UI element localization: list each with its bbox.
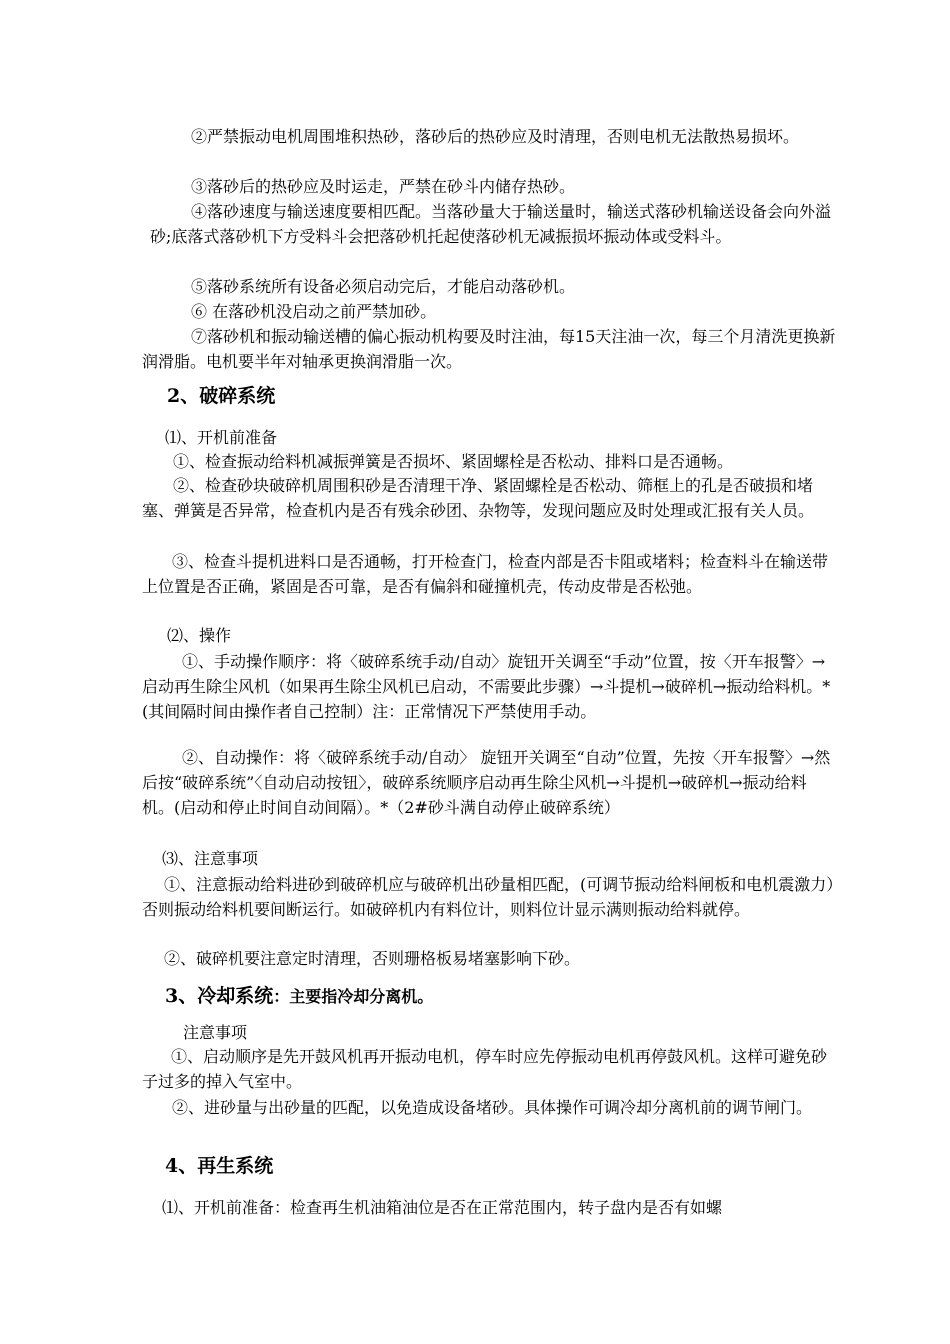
note-item-3: ③落砂后的热砂应及时运走，严禁在砂斗内储存热砂。 <box>191 177 576 196</box>
crushing-prep-3: ③、检查斗提机进料口是否通畅，打开检查门，检查内部是否卡阻或堵料；检查料斗在输送带上位置是否正确，紧固是否可靠，是否有偏斜和碰撞机壳，传动皮带是否松弛。 <box>142 552 829 596</box>
section-subtitle: ：主要指冷却分离机。 <box>273 987 434 1006</box>
note-item-5: ⑤落砂系统所有设备必须启动完后，才能启动落砂机。 <box>191 277 576 296</box>
crushing-prep-title: ⑴、开机前准备 <box>165 428 278 447</box>
crushing-prep-1: ①、检查振动给料机减振弹簧是否损坏、紧固螺栓是否松动、排料口是否通畅。 <box>173 452 734 471</box>
cooling-note-2: ②、进砂量与出砂量的匹配，以免造成设备堵砂。具体操作可调冷却分离机前的调节闸门。 <box>172 1098 813 1117</box>
note-item-6: ⑥ 在落砂机没启动之前严禁加砂。 <box>191 302 437 321</box>
section-title: 、再生系统 <box>178 1155 274 1177</box>
crushing-op-1: ①、手动操作顺序：将〈破碎系统手动/自动〉旋钮开关调至“手动”位置，按〈开车报警〉→启动再生除尘风机（如果再生除尘风机已启动，不需要此步骤）→斗提机→破碎机→振动给料机。*(其间隔时间由操作者自己控制）注：正常情况下严禁使用手动。 <box>142 652 831 721</box>
crushing-note-1: ①、注意振动给料进砂到破碎机应与破碎机出砂量相匹配，(可调节振动给料闸板和电机震激力）否则振动给料机要间断运行。如破碎机内有料位计，则料位计显示满则振动给料就停。 <box>142 875 835 919</box>
section-heading-crushing <box>167 383 275 409</box>
crushing-op-title: ⑵、操作 <box>167 626 232 645</box>
cooling-note-1: ①、启动顺序是先开鼓风机再开振动电机，停车时应先停振动电机再停鼓风机。这样可避免砂子过多的掉入气室中。 <box>142 1047 828 1091</box>
note-item-4: ④落砂速度与输送速度要相匹配。当落砂量大于输送量时，输送式落砂机输送设备会向外溢砂;底落式落砂机下方受料斗会把落砂机托起使落砂机无减振损坏振动体或受料斗。 <box>150 202 832 246</box>
regeneration-prep: ⑴、开机前准备：检查再生机油箱油位是否在正常范围内，转子盘内是否有如螺 <box>162 1198 723 1217</box>
section-number: 2 <box>167 385 181 407</box>
note-item-2: ②严禁振动电机周围堆积热砂，落砂后的热砂应及时清理，否则电机无法散热易损坏。 <box>191 127 800 146</box>
cooling-note-title: 注意事项 <box>183 1023 248 1042</box>
note-item-7: ⑦落砂机和振动输送槽的偏心振动机构要及时注油，每15天注油一次，每三个月清洗更换新润滑脂。电机要半年对轴承更换润滑脂一次。 <box>142 327 836 371</box>
crushing-note-title: ⑶、注意事项 <box>162 849 259 868</box>
crushing-op-2: ②、自动操作：将〈破碎系统手动/自动〉 旋钮开关调至“自动”位置，先按〈开车报警〉→然后按“破碎系统”〈自动启动按钮〉，破碎系统顺序启动再生除尘风机→斗提机→破碎机→振动给料机。(启动和停止时间自动间隔）。*（2#砂斗满自动停止破碎系统） <box>142 748 831 817</box>
section-heading-regeneration <box>165 1153 273 1179</box>
section-heading-cooling <box>165 983 433 1010</box>
section-number: 4 <box>165 1155 179 1177</box>
section-number: 3 <box>165 985 179 1007</box>
crushing-prep-2: ②、检查砂块破碎机周围积砂是否清理干净、紧固螺栓是否松动、筛框上的孔是否破损和堵塞、弹簧是否异常，检查机内是否有残余砂团、杂物等，发现问题应及时处理或汇报有关人员。 <box>142 476 815 520</box>
crushing-note-2: ②、破碎机要注意定时清理，否则珊格板易堵塞影响下砂。 <box>164 949 581 968</box>
section-title: 、冷却系统 <box>178 985 274 1007</box>
section-title: 、破碎系统 <box>180 385 276 407</box>
